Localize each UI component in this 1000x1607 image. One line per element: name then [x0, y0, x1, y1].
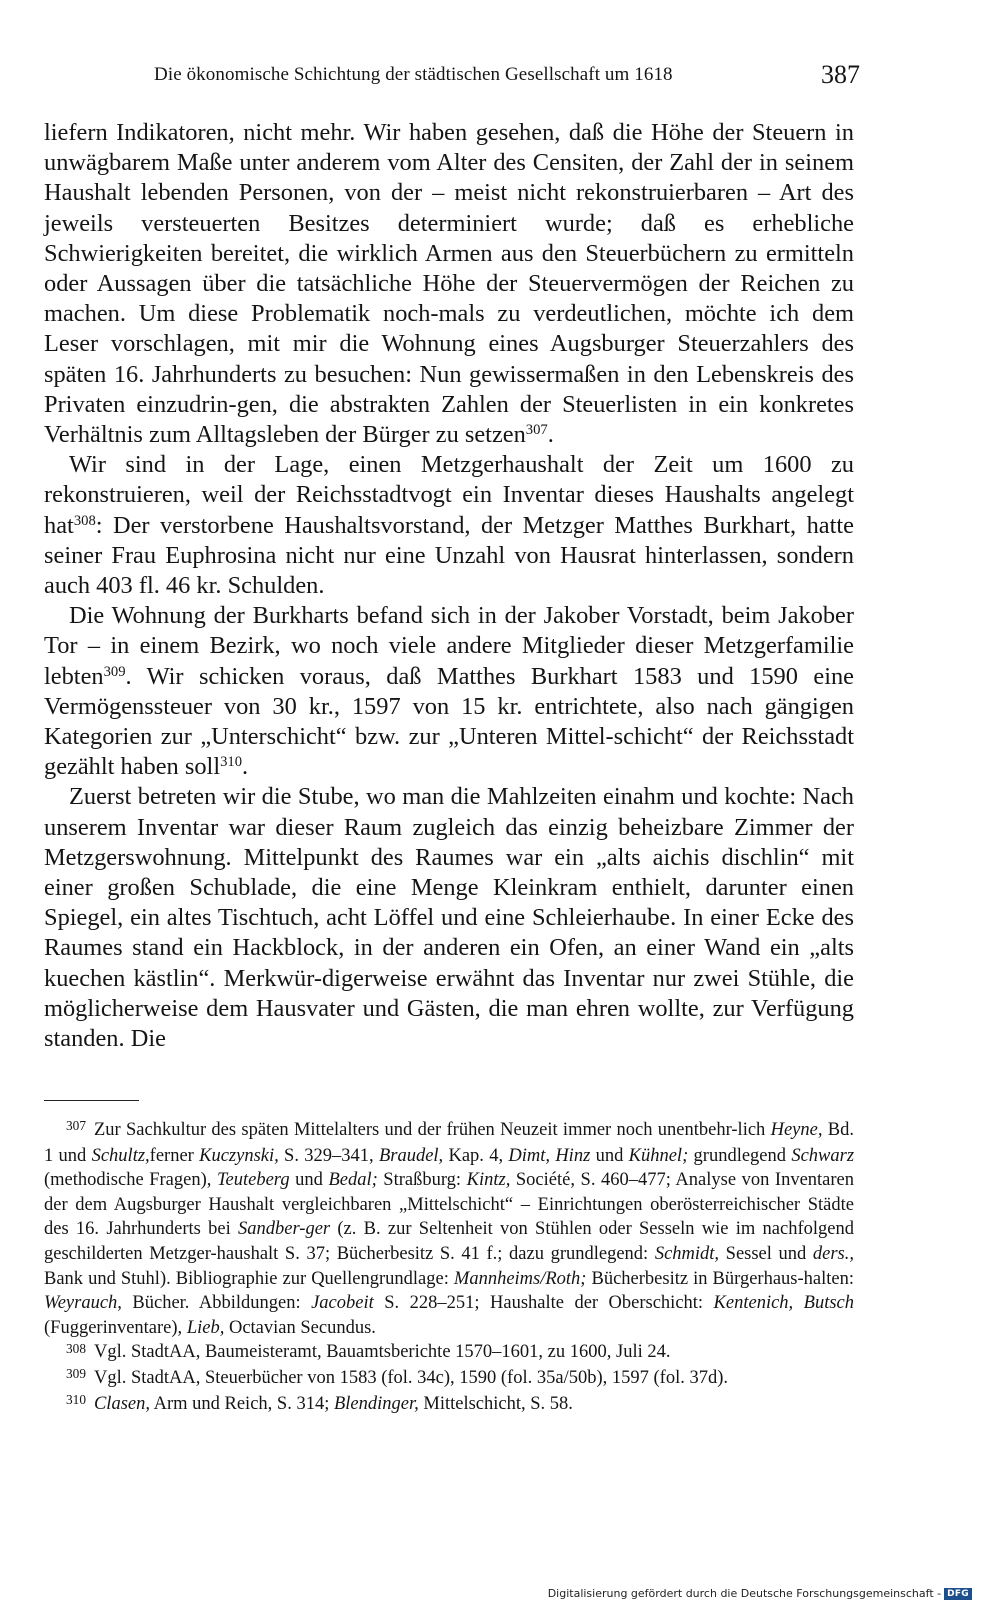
footnote-text: Sessel und [719, 1243, 813, 1264]
footnote-text: (z. B. zur Seltenheit von Stühlen oder Sesseln wie im nachfolgend geschilderten Metzger-haushalt S. 37; Bücherbesitz S. 41 f.; dazu grundlegend: [44, 1219, 854, 1264]
credit-text: Digitalisierung gefördert durch die Deutsche Forschungsgemeinschaft - [547, 1587, 942, 1600]
footnote-text: Mittelschicht, S. 58. [418, 1393, 573, 1414]
footnote-text: Société, S. 460–477; Analyse von Inventaren der dem Augsburger Haushalt vergleichbaren „Mittelschicht“ – Einrichtungen oberösterreichischer Städte des 16. Jahrhunderts bei [44, 1170, 854, 1240]
footnote-text: Bd. 1 und [44, 1120, 854, 1166]
footnote-307 [44, 1118, 854, 1340]
footnote-text: grundlegend [688, 1145, 792, 1166]
footnote-text: Kap. 4, [443, 1145, 509, 1166]
author-name: Clasen, [93, 1393, 150, 1414]
author-name: Dimt, Hinz [508, 1145, 591, 1166]
footnote-ref-308[interactable]: 308 [73, 512, 96, 529]
paragraph-2 [44, 450, 854, 601]
footnote-text: Vgl. StadtAA, Steuerbücher von 1583 (fol. 34c), 1590 (fol. 35a/50b), 1597 (fol. 37d). [93, 1367, 728, 1388]
main-text [44, 118, 854, 1054]
footnote-310 [44, 1392, 854, 1418]
page-number: 387 [821, 60, 860, 89]
footnote-ref-307[interactable]: 307 [525, 421, 548, 438]
footnote-text: Bank und Stuhl). Bibliographie zur Quellengrundlage: [44, 1268, 454, 1289]
author-name: Schwarz [791, 1145, 855, 1166]
footnote-divider [44, 1100, 139, 1101]
paragraph-3-end: . [242, 753, 249, 781]
author-name: Kentenich, Butsch [713, 1293, 855, 1314]
footnote-text: Octavian Secundus. [224, 1317, 376, 1338]
footnote-308 [44, 1340, 854, 1366]
author-name: Braudel, [378, 1145, 444, 1166]
footnote-number: 310 [66, 1391, 86, 1407]
author-name: Teuteberg [216, 1170, 290, 1191]
paragraph-3 [44, 601, 854, 782]
paragraph-3-text: Die Wohnung der Burkharts befand sich in der Jakober Vorstadt, beim Jakober Tor – in einem Bezirk, wo noch viele andere Mitglieder dieser Metzgerfamilie lebten [44, 602, 854, 690]
paragraph-1 [44, 118, 854, 450]
footnote-ref-309[interactable]: 309 [103, 663, 126, 680]
footnote-text: und [289, 1170, 329, 1191]
author-name: Bedal; [328, 1170, 378, 1191]
author-name: Jacobeit [311, 1293, 374, 1314]
author-name: Lieb, [186, 1317, 225, 1338]
footnote-text: Straßburg: [377, 1170, 467, 1191]
paragraph-3-middle: . Wir schicken voraus, daß Matthes Burkhart 1583 und 1590 eine Vermögenssteuer von 30 kr., 1597 von 15 kr. entrichtete, also nach gängigen Kategorien zur „Unterschicht“ bzw. zur „Unteren Mittel-schicht“ der Reichsstadt gezählt haben soll [44, 662, 854, 781]
author-name: Kintz, [466, 1170, 511, 1191]
footnote-309 [44, 1366, 854, 1392]
paragraph-2-text: Wir sind in der Lage, einen Metzgerhaushalt der Zeit um 1600 zu rekonstruieren, weil der Reichsstadtvogt ein Inventar dieses Haushalts angelegt hat [44, 451, 854, 539]
running-title: Die ökonomische Schichtung der städtischen Gesellschaft um 1618 [154, 64, 673, 85]
paragraph-2-end: : Der verstorbene Haushaltsvorstand, der Metzger Matthes Burkhart, hatte seiner Frau Euphrosina nicht nur eine Unzahl von Hausrat hinterlassen, sondern auch 403 fl. 46 kr. Schulden. [44, 511, 854, 600]
footnote-text: Vgl. StadtAA, Baumeisteramt, Bauamtsberichte 1570–1601, zu 1600, Juli 24. [93, 1342, 671, 1363]
paragraph-1-text: liefern Indikatoren, nicht mehr. Wir haben gesehen, daß die Höhe der Steuern in unwägbarem Maße unter anderem vom Alter des Censiten, der Zahl der in seinem Haushalt lebenden Personen, von der – meist nicht rekonstruierbaren – Art des jeweils versteuerten Besitzes determiniert wurde; daß es erhebliche Schwierigkeiten bereitet, die wirklich Armen aus den Steuerbüchern zu ermitteln oder Aussagen über die tatsächliche Höhe der Steuervermögen der Reichen zu machen. Um diese Problematik noch-mals zu verdeutlichen, möchte ich dem Leser vorschlagen, mit mir die Wohnung eines Augsburger Steuerzahlers des späten 16. Jahrhunderts zu besuchen: Nun gewissermaßen in den Lebenskreis des Privaten einzudrin-gen, die abstrakten Zahlen der Steuerlisten in ein konkretes Verhältnis zum Alltagsleben der Bürger zu setzen [44, 119, 854, 449]
author-name: Kuczynski, [199, 1145, 279, 1166]
footnote-text: ferner [149, 1145, 200, 1166]
author-name: Heyne, [770, 1120, 823, 1140]
footnote-text: S. 329–341, [278, 1145, 379, 1166]
footnote-text: Bücherbesitz in Bürgerhaus-halten: [586, 1268, 854, 1289]
author-name: Schultz, [91, 1145, 150, 1166]
footnote-text: (Fuggerinventare), [44, 1317, 187, 1338]
footnotes [44, 1118, 854, 1417]
footnote-text: Arm und Reich, S. 314; [149, 1393, 334, 1414]
footnote-text: Zur Sachkultur des späten Mittelalters und der frühen Neuzeit immer noch unentbehr-lich [93, 1120, 771, 1140]
footnote-number: 309 [66, 1366, 86, 1382]
footnote-text: (methodische Fragen), [44, 1170, 217, 1191]
footnote-number: 307 [66, 1118, 86, 1134]
footnote-text: und [590, 1145, 629, 1166]
author-name: Blendinger, [333, 1393, 419, 1414]
paragraph-4: Zuerst betreten wir die Stube, wo man die Mahlzeiten einahm und kochte: Nach unserem Inventar war dieser Raum zugleich das einzig beheizbare Zimmer der Metzgerswohnung. Mittelpunkt des Raumes war ein „alts aichis dischlin“ mit einer großen Schublade, die eine Menge Kleinkram enthielt, darunter einen Spiegel, ein altes Tischtuch, acht Löffel und eine Schleierhaube. In einer Ecke des Raumes stand ein Hackblock, in der anderen ein Ofen, an einer Wand ein „alts kuechen kästlin“. Merkwür-digerweise erwähnt das Inventar nur zwei Stühle, die möglicherweise dem Hausvater und Gästen, die man ehren wollte, zur Verfügung standen. Die [44, 783, 854, 1053]
author-name: ders., [812, 1243, 855, 1264]
footnote-text: Bücher. Abbildungen: [121, 1293, 312, 1314]
paragraph-1-end: . [547, 421, 554, 449]
author-name: Mannheims/Roth; [453, 1268, 587, 1289]
dfg-logo: DFG [944, 1588, 972, 1600]
author-name: Sandber-ger [238, 1219, 331, 1240]
author-name: Schmidt, [654, 1243, 720, 1264]
digitization-credit [548, 1587, 972, 1600]
author-name: Weyrauch, [44, 1293, 122, 1314]
footnote-text: S. 228–251; Haushalte der Oberschicht: [373, 1293, 714, 1314]
footnote-number: 308 [66, 1340, 86, 1356]
page-header [154, 62, 860, 94]
author-name: Kühnel; [628, 1145, 689, 1166]
footnote-ref-310[interactable]: 310 [220, 754, 243, 771]
